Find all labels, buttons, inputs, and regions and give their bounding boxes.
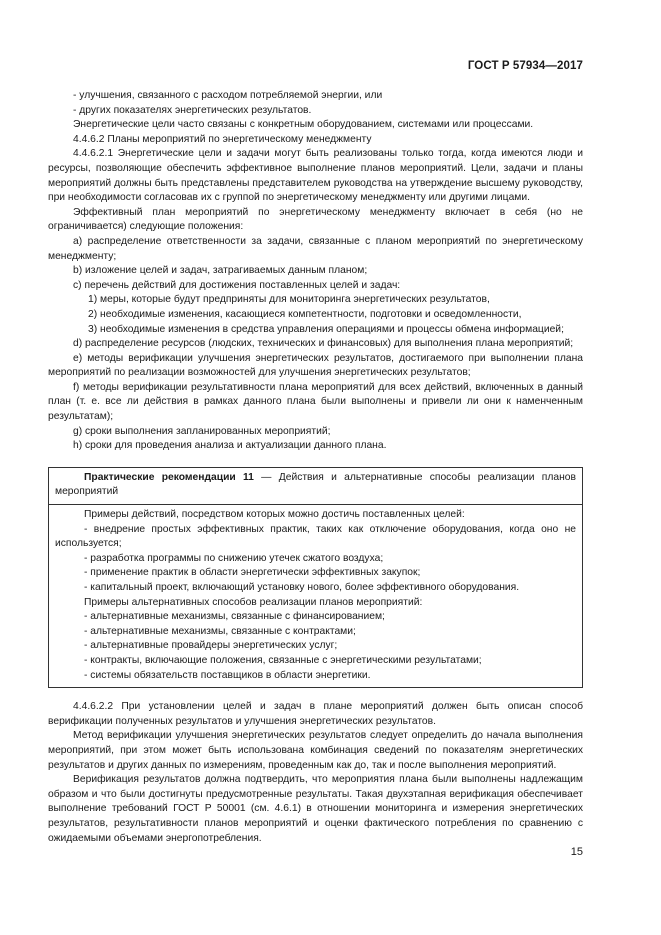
paragraph: - применение практик в области энергетически эффективных закупок;	[84, 567, 421, 579]
paragraph: Примеры действий, посредством которых можно достичь поставленных целей:	[84, 509, 465, 521]
paragraph: e) методы верификации улучшения энергетических результатов, достигаемого при выполнении плана мероприятий по реализации возможностей для улучшения энергетических результатов;	[48, 352, 583, 379]
paragraph: g) сроки выполнения запланированных мероприятий;	[73, 425, 331, 437]
paragraph: c) перечень действий для достижения поставленных целей и задач:	[73, 279, 401, 291]
paragraph: 2) необходимые изменения, касающиеся компетентности, подготовки и осведомленности,	[88, 308, 522, 320]
paragraph: - капитальный проект, включающий установку нового, более эффективного оборудования.	[84, 582, 520, 593]
paragraph: 1) меры, которые будут предприняты для мониторинга энергетических результатов,	[88, 294, 490, 306]
paragraph: - других показателях энергетических результатов.	[73, 104, 312, 116]
paragraph: - системы обязательств поставщиков в области энергетики.	[84, 669, 371, 681]
top-paragraphs	[48, 89, 583, 454]
paragraph: - разработка программы по снижению утечек сжатого воздуха;	[84, 552, 384, 564]
paragraph: Примеры альтернативных способов реализации планов мероприятий:	[84, 596, 423, 608]
paragraph: d) распределение ресурсов (людских, технических и финансовых) для выполнения плана мероприятий;	[73, 338, 574, 350]
paragraph: 4.4.6.2.1 Энергетические цели и задачи могут быть реализованы только тогда, когда имеются люди и ресурсы, позволяющие обеспечить эффективное выполнение планов мероприятий. Цели, задачи и планы мероприятий должны быть представлены представителем руководства на утверждение высшему руководству, при необходимости согласовав их с группой по энергетическому менеджменту или другими лицами.	[48, 148, 583, 204]
paragraph: - улучшения, связанного с расходом потребляемой энергии, или	[73, 90, 383, 101]
page-body	[48, 89, 583, 846]
recommendation-title: Практические рекомендации 11	[84, 471, 254, 483]
paragraph: Эффективный план мероприятий по энергетическому менеджменту включает в себя (но не ограничивается) следующие положения:	[48, 206, 583, 233]
paragraph: - контракты, включающие положения, связанные с энергетическими результатами;	[84, 654, 482, 666]
recommendation-heading	[49, 468, 582, 505]
paragraph: Метод верификации улучшения энергетических результатов следует определить до начала выполнения мероприятий, при этом может быть использована комбинация сведений по показателям энергетических результатов и других данных по измерениям, проведенным как до, так и после выполнения мероприятий.	[48, 730, 583, 771]
paragraph: - альтернативные провайдеры энергетических услуг;	[84, 640, 338, 652]
paragraph: Энергетические цели часто связаны с конкретным оборудованием, системами или процессами.	[73, 119, 534, 131]
paragraph: - альтернативные механизмы, связанные с контрактами;	[84, 625, 356, 637]
paragraph: f) методы верификации результативности плана мероприятий для всех действий, включенных в данный план (т. е. все ли действия в рамках данного плана были выполнены и привели ли они к наменченным результатам);	[48, 381, 583, 423]
recommendation-title-rest: — Действия и альтернативные способы реализации планов мероприятий	[55, 471, 576, 498]
document-code-header: ГОСТ Р 57934—2017	[467, 60, 583, 72]
paragraph: b) изложение целей и задач, затрагиваемых данным планом;	[73, 265, 368, 277]
bottom-paragraphs	[48, 700, 583, 846]
paragraph: Верификация результатов должна подтвердить, что мероприятия плана были выполнены надлежащим образом и что были достигнуты предусмотренные результаты. Такая двухэтапная верификация обеспечивает выполнение требований ГОСТ Р 50001 (см. 4.6.1) в отношении мониторинга и измерения энергетических результатов, результативности планов мероприятий и оценки фактического потребления по сравнению с ожидаемыми объемами энергопотребления.	[48, 774, 583, 844]
paragraph: - альтернативные механизмы, связанные с финансированием;	[84, 611, 385, 623]
paragraph: 4.4.6.2.2 При установлении целей и задач в плане мероприятий должен быть описан способ верификации полученных результатов и улучшения энергетических результатов.	[48, 701, 583, 727]
paragraph: 4.4.6.2 Планы мероприятий по энергетическому менеджменту	[73, 133, 372, 145]
page-number: 15	[570, 846, 583, 858]
paragraph: a) распределение ответственности за задачи, связанные с планом мероприятий по энергетическому менеджменту;	[48, 235, 583, 262]
paragraph: - внедрение простых эффективных практик, таких как отключение оборудования, когда оно не используется;	[55, 523, 576, 550]
paragraph: 3) необходимые изменения в средства управления операциями и процессы обмена информацией;	[88, 323, 564, 335]
paragraph: h) сроки для проведения анализа и актуализации данного плана.	[73, 440, 387, 452]
recommendation-body	[49, 505, 582, 687]
practical-recommendation-box	[48, 467, 583, 688]
